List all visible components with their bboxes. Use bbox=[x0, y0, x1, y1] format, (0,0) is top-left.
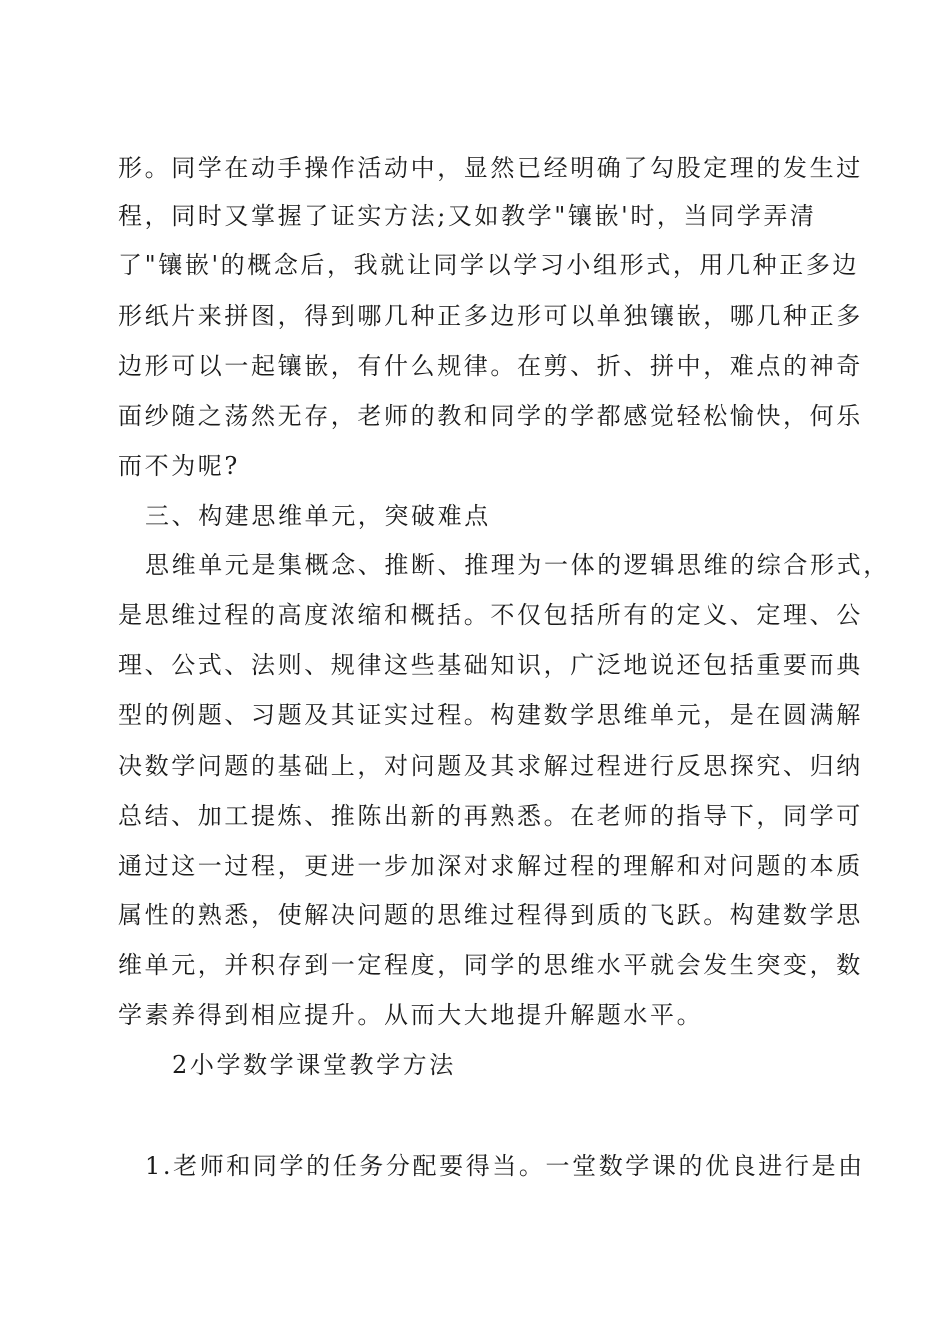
paragraph1-line-7: 而不为呢? bbox=[118, 452, 240, 480]
paragraph2-line-7: 通过这一过程，更进一步加深对求解过程的理解和对问题的本质 bbox=[118, 852, 863, 880]
section-heading-3: 三、构建思维单元，突破难点 bbox=[145, 502, 491, 530]
section-title: 2小学数学课堂教学方法 bbox=[172, 1051, 456, 1079]
paragraph2-line-3: 理、公式、法则、规律这些基础知识，广泛地说还包括重要而典 bbox=[118, 651, 863, 679]
paragraph2-line-5: 决数学问题的基础上，对问题及其求解过程进行反思探究、归纳 bbox=[118, 752, 863, 780]
paragraph1-line-1: 形。同学在动手操作活动中，显然已经明确了勾股定理的发生过 bbox=[118, 154, 863, 182]
paragraph1-line-3: 了"镶嵌'的概念后，我就让同学以学习小组形式，用几种正多边 bbox=[118, 251, 860, 279]
paragraph1-line-6: 面纱随之荡然无存，老师的教和同学的学都感觉轻松愉快，何乐 bbox=[118, 402, 863, 430]
paragraph1-line-5: 边形可以一起镶嵌，有什么规律。在剪、折、拼中，难点的神奇 bbox=[118, 352, 863, 380]
paragraph2-line-2: 是思维过程的高度浓缩和概括。不仅包括所有的定义、定理、公 bbox=[118, 601, 863, 629]
paragraph1-line-2: 程，同时又掌握了证实方法;又如教学"镶嵌'时，当同学弄清 bbox=[118, 202, 817, 230]
paragraph1-line-4: 形纸片来拼图，得到哪几种正多边形可以单独镶嵌，哪几种正多 bbox=[118, 302, 863, 330]
paragraph2-line-4: 型的例题、习题及其证实过程。构建数学思维单元，是在圆满解 bbox=[118, 701, 863, 729]
paragraph2-line-10: 学素养得到相应提升。从而大大地提升解题水平。 bbox=[118, 1001, 704, 1029]
paragraph2-line-1: 思维单元是集概念、推断、推理为一体的逻辑思维的综合形式， bbox=[145, 551, 890, 579]
paragraph2-line-6: 总结、加工提炼、推陈出新的再熟悉。在老师的指导下，同学可 bbox=[118, 802, 863, 830]
paragraph2-line-9: 维单元，并积存到一定程度，同学的思维水平就会发生突变，数 bbox=[118, 951, 863, 979]
paragraph2-line-8: 属性的熟悉，使解决问题的思维过程得到质的飞跃。构建数学思 bbox=[118, 901, 863, 929]
list-item-1: 1.老师和同学的任务分配要得当。一堂数学课的优良进行是由 bbox=[145, 1152, 865, 1180]
